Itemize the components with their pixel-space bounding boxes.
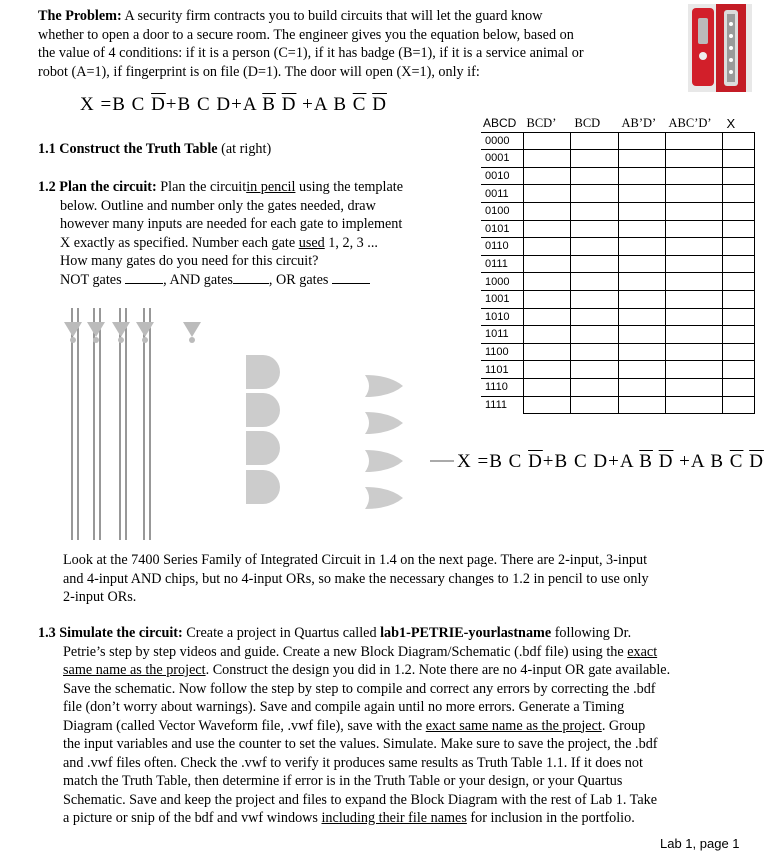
table-cell[interactable]	[571, 396, 619, 414]
note-paragraph	[63, 551, 753, 607]
table-cell[interactable]	[666, 132, 723, 150]
project-name: lab1-PETRIE-yourlastname	[380, 625, 552, 641]
table-row	[481, 255, 755, 273]
table-cell[interactable]	[723, 326, 755, 344]
table-cell[interactable]	[571, 343, 619, 361]
and-gate-column	[246, 355, 280, 504]
section-text: Petrie’s step by step videos and guide. Create a new Block Diagram/Schematic (.bdf file) using the	[63, 643, 624, 660]
abcd-value: 0001	[481, 150, 524, 168]
problem-line: whether to open a door to a secure room. The engineer gives you the equation below, based on	[38, 26, 574, 43]
eq-term-complement: $\overline{D}$	[372, 94, 387, 115]
and-gates-label: , AND gates	[163, 271, 233, 288]
note-line: 2-input ORs.	[63, 589, 137, 605]
table-row	[481, 150, 755, 168]
table-cell[interactable]	[723, 167, 755, 185]
eq-term-complement: $\overline{D}$	[151, 94, 166, 115]
table-cell[interactable]	[571, 255, 619, 273]
section-text: . Group	[601, 717, 646, 734]
eq-plus: +	[679, 451, 691, 472]
table-row	[481, 167, 755, 185]
eq-term: A B	[313, 94, 353, 115]
not-gates-blank[interactable]	[125, 271, 163, 284]
section-text: following Dr.	[554, 625, 632, 641]
note-line: Look at the 7400 Series Family of Integrated Circuit in 1.4 on the next page. There are 2-input, 3-input	[63, 552, 648, 568]
table-cell[interactable]	[723, 343, 755, 361]
table-row	[481, 202, 755, 220]
table-cell[interactable]	[723, 361, 755, 379]
table-cell[interactable]	[666, 238, 723, 256]
header-abcd: ABCD	[483, 116, 517, 131]
eq-lhs: X	[80, 94, 95, 115]
table-cell[interactable]	[524, 343, 571, 361]
eq-term-complement: $\overline{B}$	[262, 94, 276, 115]
table-cell[interactable]	[571, 290, 619, 308]
section-text: Plan the circuit	[160, 179, 247, 195]
section-text: 1, 2, 3 ...	[328, 234, 378, 251]
underlined-text: used	[298, 234, 325, 251]
eq-term-complement: $\overline{D}$	[281, 94, 297, 115]
table-cell[interactable]	[619, 343, 666, 361]
eq-term: B C D	[554, 451, 609, 472]
input-lines	[72, 308, 150, 540]
table-cell[interactable]	[524, 290, 571, 308]
or-gates-label: , OR gates	[268, 271, 329, 288]
table-cell[interactable]	[666, 167, 723, 185]
table-cell[interactable]	[619, 202, 666, 220]
table-cell[interactable]	[619, 220, 666, 238]
table-row	[481, 238, 755, 256]
table-row	[481, 185, 755, 203]
abcd-value: 0111	[481, 255, 524, 273]
table-row	[481, 308, 755, 326]
or-gate-column	[365, 375, 403, 509]
underlined-text: exact same name as the project	[425, 717, 602, 734]
section-text: X exactly as specified. Number each gate	[60, 234, 296, 251]
section-1-3-heading: 1.3 Simulate the circuit:	[38, 625, 183, 641]
abcd-value: 1110	[481, 378, 524, 396]
table-cell[interactable]	[666, 361, 723, 379]
table-cell[interactable]	[571, 220, 619, 238]
abcd-value: 0101	[481, 220, 524, 238]
eq-term: B C	[489, 451, 529, 472]
table-cell[interactable]	[619, 238, 666, 256]
eq-plus: +	[302, 94, 314, 115]
table-cell[interactable]	[723, 290, 755, 308]
table-cell[interactable]	[723, 150, 755, 168]
abcd-value: 1100	[481, 343, 524, 361]
main-equation	[80, 94, 387, 116]
eq-term: A	[242, 94, 263, 115]
table-cell[interactable]	[666, 343, 723, 361]
table-cell[interactable]	[619, 150, 666, 168]
eq-term-complement: $\overline{D}$	[658, 451, 674, 472]
table-cell[interactable]	[666, 185, 723, 203]
table-cell[interactable]	[666, 202, 723, 220]
section-text: below. Outline and number only the gates needed, draw	[60, 197, 376, 214]
table-cell[interactable]	[666, 378, 723, 396]
section-1-1-heading: 1.1 Construct the Truth Table	[38, 141, 218, 157]
section-1-1-text: (at right)	[221, 141, 272, 157]
problem-statement	[38, 7, 678, 81]
table-cell[interactable]	[619, 167, 666, 185]
section-text: for inclusion in the portfolio.	[470, 810, 635, 826]
table-cell[interactable]	[524, 150, 571, 168]
abcd-value: 1111	[481, 396, 524, 414]
table-cell[interactable]	[619, 255, 666, 273]
table-cell[interactable]	[666, 308, 723, 326]
table-cell[interactable]	[723, 273, 755, 291]
eq-plus: +	[165, 94, 178, 115]
section-text: a picture or snip of the bdf and vwf windows	[63, 810, 318, 826]
page-footer: Lab 1, page 1	[660, 836, 740, 851]
table-cell[interactable]	[723, 396, 755, 414]
underlined-text: exact	[627, 643, 658, 660]
table-cell[interactable]	[571, 361, 619, 379]
header-col: BCD	[574, 115, 601, 130]
table-cell[interactable]	[619, 290, 666, 308]
table-cell[interactable]	[571, 378, 619, 396]
header-col: AB’D’	[621, 115, 657, 130]
table-cell[interactable]	[723, 132, 755, 150]
eq-plus: +	[231, 94, 243, 115]
abcd-value: 0011	[481, 185, 524, 203]
table-cell[interactable]	[524, 361, 571, 379]
table-cell[interactable]	[524, 220, 571, 238]
section-text: the input variables and use the counter to set the values. Simulate. Make sure to save the project, the .bdf	[63, 736, 658, 752]
section-text: using the template	[298, 179, 404, 195]
note-line: and 4-input AND chips, but no 4-input ORs, so make the necessary changes to 1.2 in pencil to use only	[63, 570, 649, 587]
table-row	[481, 220, 755, 238]
table-cell[interactable]	[524, 202, 571, 220]
table-cell[interactable]	[723, 220, 755, 238]
table-cell[interactable]	[666, 273, 723, 291]
table-cell[interactable]	[571, 132, 619, 150]
table-cell[interactable]	[524, 326, 571, 344]
table-cell[interactable]	[524, 132, 571, 150]
table-cell[interactable]	[666, 290, 723, 308]
or-gates-blank[interactable]	[332, 271, 370, 284]
abcd-value: 1101	[481, 361, 524, 379]
eq-term: A	[619, 451, 640, 472]
eq-term: A B	[690, 451, 730, 472]
problem-line: A security firm contracts you to build circuits that will let the guard know	[124, 8, 543, 24]
table-cell[interactable]	[571, 167, 619, 185]
abcd-value: 0000	[481, 132, 524, 150]
header-col: BCD’	[526, 115, 557, 130]
table-cell[interactable]	[571, 185, 619, 203]
table-cell[interactable]	[524, 273, 571, 291]
table-cell[interactable]	[666, 150, 723, 168]
table-cell[interactable]	[619, 273, 666, 291]
table-cell[interactable]	[619, 396, 666, 414]
table-row	[481, 343, 755, 361]
table-cell[interactable]	[666, 255, 723, 273]
abcd-value: 1010	[481, 308, 524, 326]
table-cell[interactable]	[723, 238, 755, 256]
table-row	[481, 132, 755, 150]
section-text: Save the schematic. Now follow the step by step to compile and correct any errors by correcting the .bdf	[63, 680, 656, 697]
section-text: match the Truth Table, then determine if error is in the Truth Table or your design, or your Quartus	[63, 773, 623, 789]
eq-term-complement: $\overline{C}$	[729, 451, 744, 472]
underlined-text: same name as the project	[63, 662, 206, 678]
eq-term-complement: $\overline{D}$	[749, 451, 764, 472]
table-cell[interactable]	[571, 150, 619, 168]
section-text: and .vwf files often. Check the .vwf to verify it produces same results as Truth Table 1.1. If it does not	[63, 754, 643, 771]
abcd-value: 1000	[481, 273, 524, 291]
table-cell[interactable]	[723, 255, 755, 273]
table-cell[interactable]	[619, 185, 666, 203]
eq-equals: =	[100, 94, 113, 115]
underlined-text: in pencil	[246, 179, 296, 195]
problem-line: the value of 4 conditions: if it is a person (C=1), if it has badge (B=1), if it is a service animal or	[38, 45, 584, 61]
section-text: . Construct the design you did in 1.2. Note there are no 4-input OR gate available.	[205, 662, 671, 678]
eq-plus: +	[542, 451, 555, 472]
section-1-2	[38, 178, 453, 289]
abcd-value: 1001	[481, 290, 524, 308]
table-cell[interactable]	[666, 326, 723, 344]
eq-equals: =	[477, 451, 490, 472]
eq-term: B C	[112, 94, 152, 115]
eq-plus: +	[608, 451, 620, 472]
section-1-2-heading: 1.2 Plan the circuit:	[38, 179, 157, 195]
table-cell[interactable]	[723, 308, 755, 326]
table-cell[interactable]	[619, 361, 666, 379]
section-text: however many inputs are needed for each gate to implement	[60, 216, 403, 232]
section-text: file (don’t worry about warnings). Save and compile again until no more errors. Generate a Timing	[63, 699, 625, 715]
table-cell[interactable]	[571, 308, 619, 326]
problem-heading: The Problem:	[38, 8, 122, 24]
table-row	[481, 326, 755, 344]
table-row	[481, 290, 755, 308]
header-x: X	[726, 115, 736, 131]
table-cell[interactable]	[524, 185, 571, 203]
table-cell[interactable]	[571, 238, 619, 256]
table-cell[interactable]	[723, 202, 755, 220]
table-cell[interactable]	[666, 220, 723, 238]
table-cell[interactable]	[619, 308, 666, 326]
table-cell[interactable]	[619, 378, 666, 396]
table-cell[interactable]	[524, 238, 571, 256]
section-1-1	[38, 140, 271, 159]
table-cell[interactable]	[723, 378, 755, 396]
problem-line: robot (A=1), if fingerprint is on file (D=1). The door will open (X=1), only if:	[38, 63, 480, 80]
eq-term: B C D	[177, 94, 232, 115]
table-cell[interactable]	[524, 378, 571, 396]
table-row	[481, 378, 755, 396]
table-cell[interactable]	[524, 308, 571, 326]
section-1-3	[38, 624, 748, 828]
header-col: ABC’D’	[668, 115, 712, 130]
section-text: Schematic. Save and keep the project and files to expand the Block Diagram with the rest of Lab 1. Take	[63, 791, 658, 808]
door-lock-photo	[688, 4, 752, 92]
output-equation	[457, 451, 764, 473]
table-cell[interactable]	[619, 326, 666, 344]
table-cell[interactable]	[571, 202, 619, 220]
eq-term-complement: $\overline{B}$	[639, 451, 653, 472]
underlined-text: including their file names	[321, 810, 467, 826]
eq-term-complement: $\overline{C}$	[352, 94, 367, 115]
truth-table-header-row	[481, 115, 755, 132]
table-row	[481, 396, 755, 414]
section-text: Create a project in Quartus called	[186, 625, 377, 641]
eq-term-complement: $\overline{D}$	[528, 451, 543, 472]
table-cell[interactable]	[571, 326, 619, 344]
truth-table	[481, 115, 755, 414]
table-cell[interactable]	[524, 255, 571, 273]
table-row	[481, 273, 755, 291]
table-cell[interactable]	[571, 273, 619, 291]
circuit-template	[60, 300, 480, 545]
section-text: How many gates do you need for this circuit?	[60, 253, 319, 269]
abcd-value: 0010	[481, 167, 524, 185]
table-cell[interactable]	[524, 167, 571, 185]
abcd-value: 0110	[481, 238, 524, 256]
not-gates-label: NOT gates	[60, 271, 122, 288]
table-row	[481, 361, 755, 379]
eq-lhs: X	[457, 451, 472, 472]
section-text: Diagram (called Vector Waveform file, .vwf file), save with the	[63, 717, 423, 734]
and-gates-blank[interactable]	[233, 271, 269, 284]
table-cell[interactable]	[666, 396, 723, 414]
not-gate-row	[64, 322, 201, 343]
abcd-value: 0100	[481, 202, 524, 220]
table-cell[interactable]	[619, 132, 666, 150]
abcd-value: 1011	[481, 326, 524, 344]
table-cell[interactable]	[524, 396, 571, 414]
table-cell[interactable]	[723, 185, 755, 203]
